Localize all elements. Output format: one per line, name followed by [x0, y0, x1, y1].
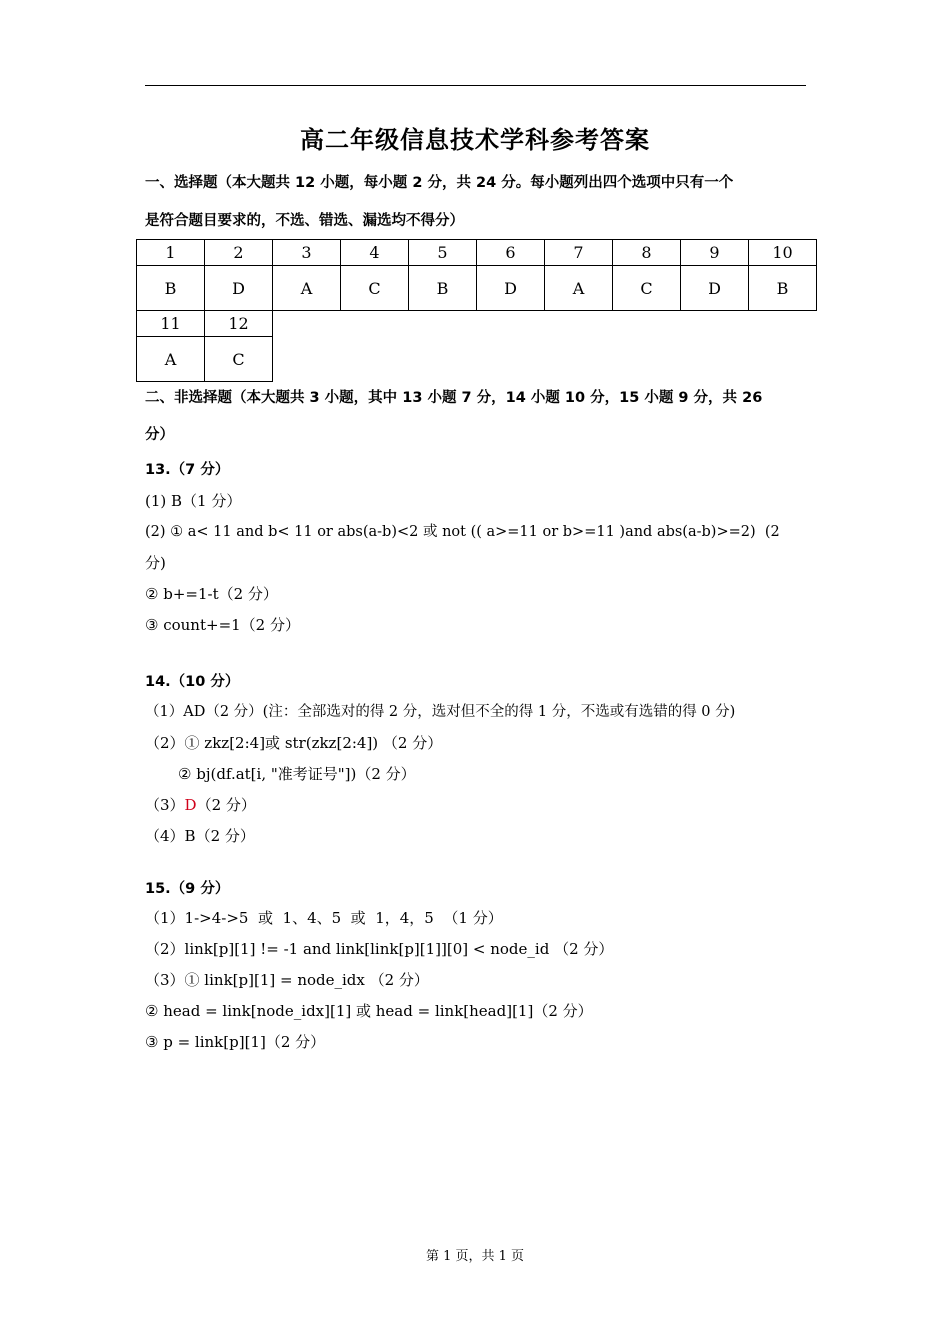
- q13-line: ② b+=1-t（2 分）: [145, 585, 278, 603]
- q14-line-suffix: （2 分）: [196, 796, 256, 814]
- answer-cell: D: [681, 266, 749, 311]
- answer-cell: C: [613, 266, 681, 311]
- question-number: 3: [273, 240, 341, 266]
- question-number: 8: [613, 240, 681, 266]
- q13-line: (1) B（1 分）: [145, 492, 242, 510]
- question-number: 6: [477, 240, 545, 266]
- q13-heading: 13.（7 分）: [145, 462, 230, 478]
- answer-table-number-row: [137, 311, 817, 337]
- q13-line: (2) ① a< 11 and b< 11 or abs(a-b)<2 或 not (( a>=11 or b>=11 )and abs(a-b)>=2) (2: [145, 524, 780, 540]
- question-number: 12: [205, 311, 273, 337]
- q15-line: （1）1->4->5 或 1、4、5 或 1，4，5 （1 分）: [145, 909, 503, 927]
- q15-line: （3）① link[p][1] = node_idx （2 分）: [145, 971, 429, 989]
- q15-line: ② head = link[node_idx][1] 或 head = link[head][1]（2 分）: [145, 1002, 593, 1020]
- answer-table: [136, 239, 817, 382]
- q13-line: 分): [145, 554, 166, 572]
- page-footer: 第 1 页，共 1 页: [425, 1249, 525, 1264]
- q15-line: （2）link[p][1] != -1 and link[link[p][1]][0] < node_id （2 分）: [145, 940, 614, 958]
- answer-cell: C: [341, 266, 409, 311]
- q15-heading: 15.（9 分）: [145, 881, 230, 897]
- answer-cell: B: [409, 266, 477, 311]
- section2-heading-line1: 二、非选择题（本大题共 3 小题，其中 13 小题 7 分，14 小题 10 分，15 小题 9 分，共 26: [145, 390, 763, 406]
- page-title: 高二年级信息技术学科参考答案: [300, 126, 650, 154]
- question-number: 4: [341, 240, 409, 266]
- answer-cell: A: [273, 266, 341, 311]
- answer-cell: A: [137, 337, 205, 382]
- question-number: 7: [545, 240, 613, 266]
- question-number: 10: [749, 240, 817, 266]
- answer-table-number-row: [137, 240, 817, 266]
- empty-cell: [273, 311, 817, 337]
- answer-cell: A: [545, 266, 613, 311]
- section2-heading-line2: 分）: [145, 427, 174, 443]
- q14-line-prefix: （3）: [145, 796, 185, 814]
- q15-line: ③ p = link[p][1]（2 分）: [145, 1033, 326, 1051]
- section1-heading-line1: 一、选择题（本大题共 12 小题，每小题 2 分，共 24 分。每小题列出四个选项中只有一个: [145, 175, 734, 191]
- header-rule: [145, 85, 806, 86]
- section1-heading-line2: 是符合题目要求的，不选、错选、漏选均不得分）: [145, 213, 464, 229]
- q14-line: （1）AD（2 分）(注：全部选对的得 2 分，选对但不全的得 1 分，不选或有选错的得 0 分): [145, 704, 736, 720]
- answer-cell: B: [137, 266, 205, 311]
- q14-line: [145, 795, 256, 815]
- answer-cell: D: [205, 266, 273, 311]
- answer-table-answer-row: [137, 337, 817, 382]
- answer-cell: B: [749, 266, 817, 311]
- answer-cell: C: [205, 337, 273, 382]
- question-number: 1: [137, 240, 205, 266]
- empty-cell: [273, 337, 817, 382]
- highlighted-answer: D: [184, 796, 197, 814]
- q14-line: （4）B（2 分）: [145, 827, 255, 845]
- answer-table-answer-row: [137, 266, 817, 311]
- q14-heading: 14.（10 分）: [145, 674, 240, 690]
- answer-cell: D: [477, 266, 545, 311]
- q14-line: （2）① zkz[2:4]或 str(zkz[2:4]) （2 分）: [145, 734, 443, 752]
- question-number: 5: [409, 240, 477, 266]
- question-number: 11: [137, 311, 205, 337]
- question-number: 2: [205, 240, 273, 266]
- question-number: 9: [681, 240, 749, 266]
- q13-line: ③ count+=1（2 分）: [145, 616, 300, 634]
- q14-line: ② bj(df.at[i, "准考证号"])（2 分）: [178, 765, 416, 783]
